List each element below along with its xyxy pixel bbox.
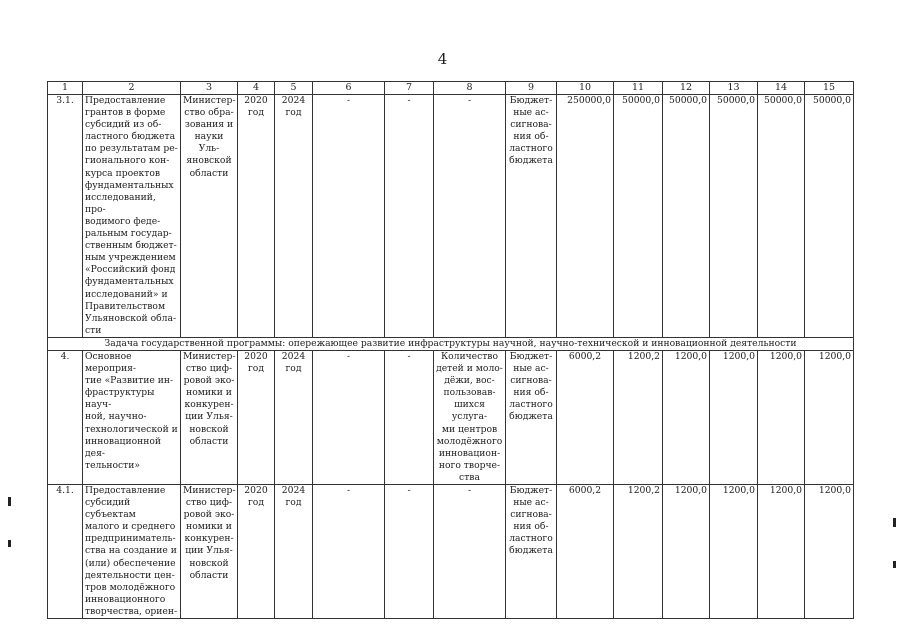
right-scan-mark-bottom: [893, 561, 896, 568]
end-year: 2024 год: [281, 485, 306, 509]
total-amount: 6000,2: [568, 485, 602, 496]
start-year: 2020 год: [244, 350, 268, 375]
right-scan-mark-top: [893, 518, 896, 527]
header-cell: 8: [434, 82, 506, 95]
row-number: 4.1.: [56, 485, 74, 496]
amount-year-3: 1200,0: [722, 485, 755, 496]
activity-description: Основное мероприя- тие «Развитие ин- фраструктуры науч- ной, научно- технологической и инновационной дея- тельности»: [85, 350, 178, 471]
amount-year-1: 50000,0: [622, 95, 660, 106]
indicator: -: [467, 95, 472, 106]
header-cell: 10: [557, 82, 614, 95]
funding-source: Бюджет- ные ас- сигнова- ния об- ластного бюджета: [509, 485, 553, 557]
left-scan-mark-top: [8, 497, 11, 506]
amount-year-2: 1200,0: [674, 485, 707, 496]
row-number: 3.1.: [56, 95, 74, 106]
cell-6: -: [346, 95, 351, 106]
funding-source: Бюджет- ные ас- сигнова- ния об- ластного бюджета: [509, 95, 553, 167]
cell-6: -: [346, 485, 351, 496]
funding-source: Бюджет- ные ас- сигнова- ния об- ластного бюджета: [509, 350, 553, 423]
header-cell: 14: [758, 82, 805, 95]
end-year: 2024 год: [281, 95, 306, 119]
table-row: [48, 350, 854, 484]
cell-7: -: [407, 350, 411, 362]
header-cell: 3: [181, 82, 238, 95]
executor: Министер- ство обра- зования и науки Уль- яновской области: [183, 95, 236, 179]
end-year: 2024 год: [281, 350, 306, 375]
amount-year-5: 1200,0: [818, 350, 851, 362]
executor: Министер- ство циф- ровой эко- номики и конкурен- ции Улья- новской области: [183, 485, 236, 581]
activity-description: Предоставление субсидий субъектам малого и среднего предприниматель- ства на создание и (или) обеспечение деятельности цен- тров молодёжного инновационного творчества, ориен-: [85, 485, 178, 617]
amount-year-1: 1200,2: [627, 485, 660, 496]
section-title: Задача государственной программы: опережающее развитие инфраструктуры научной, научно-технической и инновационной деятельности: [104, 337, 797, 349]
left-scan-mark-bottom: [8, 540, 11, 547]
executor: Министер- ство циф- ровой эко- номики и конкурен- ции Улья- новской области: [183, 350, 236, 447]
page-number: 4: [437, 50, 448, 68]
header-cell: 5: [275, 82, 313, 95]
table-row: [48, 95, 854, 338]
header-cell: 11: [614, 82, 663, 95]
cell-7: -: [407, 485, 411, 496]
indicator: Количество детей и моло- дёжи, вос- пользовав- шихся услуга- ми центров молодёжного инновацион- ного творче- ства: [436, 350, 503, 483]
amount-year-2: 50000,0: [669, 95, 707, 106]
amount-year-3: 1200,0: [722, 350, 755, 362]
header-cell: 15: [805, 82, 854, 95]
total-amount: 6000,2: [568, 350, 602, 362]
section-row: [48, 337, 854, 350]
header-cell: 4: [238, 82, 275, 95]
header-cell: 12: [663, 82, 710, 95]
total-amount: 250000,0: [567, 95, 611, 106]
amount-year-2: 1200,0: [674, 350, 707, 362]
start-year: 2020 год: [244, 95, 268, 119]
table-row: [48, 485, 854, 619]
header-cell: 2: [83, 82, 181, 95]
amount-year-4: 1200,0: [769, 485, 802, 496]
amount-year-3: 50000,0: [717, 95, 755, 106]
cell-6: -: [346, 350, 351, 362]
amount-year-4: 50000,0: [764, 95, 802, 106]
header-cell: 6: [313, 82, 385, 95]
header-cell: 1: [48, 82, 83, 95]
header-cell: 13: [710, 82, 758, 95]
activity-description: Предоставление грантов в форме субсидий из об- ластного бюджета по результатам ре- гионального кон- курса проектов фундаментальных исследований, про- водимого феде- ральным государ- ственным бюджет- ным учреждением «Российский фонд фундаментальных исследований» и Правительством Ульяновской обла- сти: [85, 95, 178, 336]
amount-year-4: 1200,0: [769, 350, 802, 362]
indicator: -: [467, 485, 472, 496]
header-cell: 9: [506, 82, 557, 95]
program-table: [47, 81, 854, 619]
header-cell: 7: [385, 82, 434, 95]
amount-year-5: 50000,0: [813, 95, 851, 106]
cell-7: -: [407, 95, 411, 106]
header-row: [48, 82, 854, 95]
start-year: 2020 год: [244, 485, 268, 509]
row-number: 4.: [60, 350, 70, 362]
amount-year-5: 1200,0: [818, 485, 851, 496]
amount-year-1: 1200,2: [627, 350, 660, 362]
